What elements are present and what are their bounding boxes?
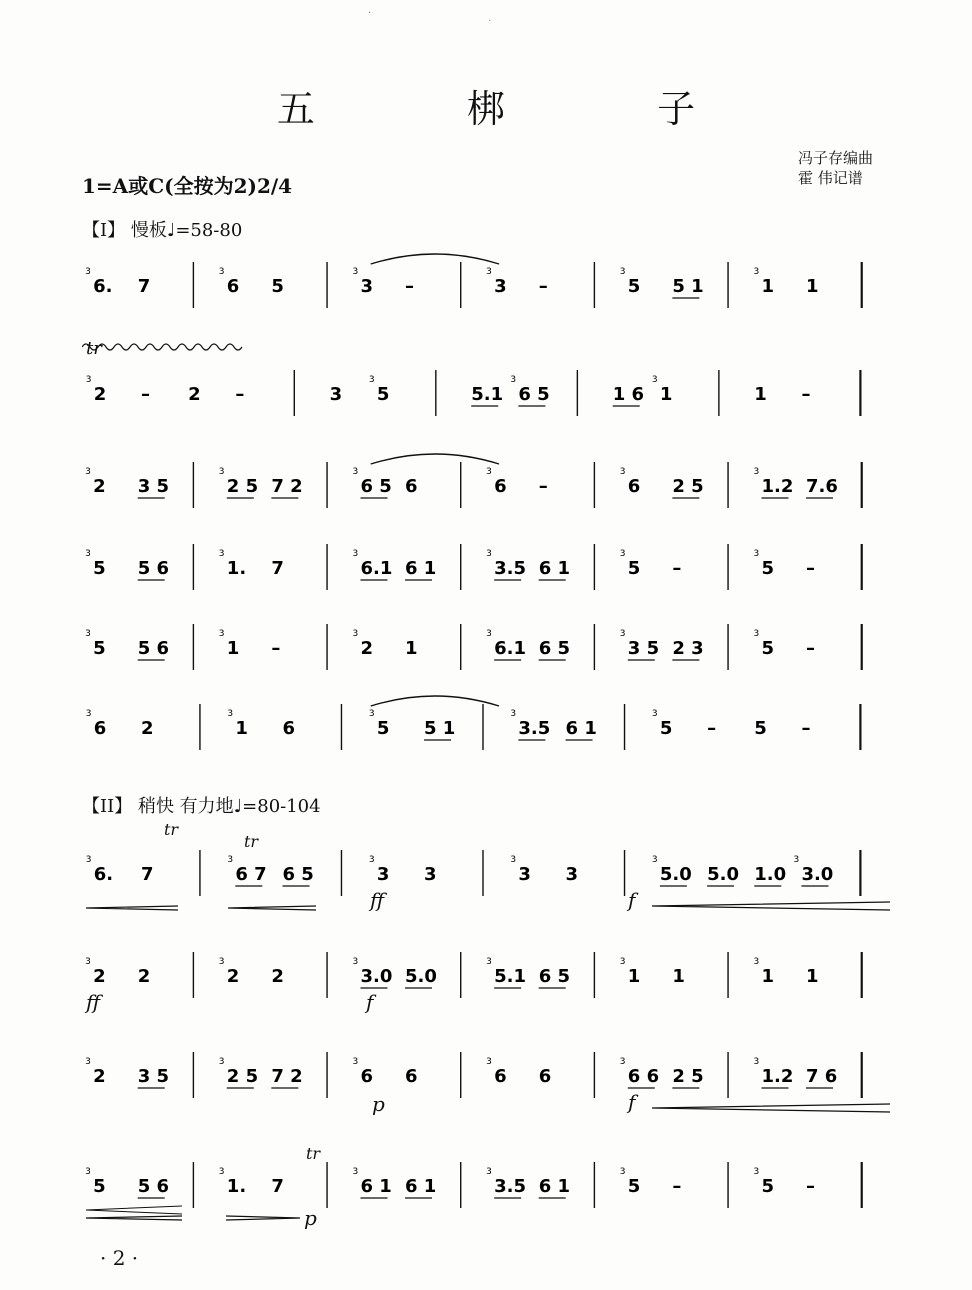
staff-svg xyxy=(82,838,884,908)
grace-note: 3 xyxy=(218,549,225,559)
note: 2 xyxy=(93,384,107,405)
note: 2 xyxy=(93,1066,106,1087)
section-label-2: 【II】 稍快 有力地♩=80-104 xyxy=(82,796,321,817)
grace-note: 3 xyxy=(753,267,760,277)
page-number: · 2 · xyxy=(100,1246,139,1270)
dash-extension: – xyxy=(707,718,717,739)
grace-note: 3 xyxy=(510,855,517,865)
note: 1 xyxy=(226,638,240,659)
note: 6 xyxy=(226,276,240,297)
grace-note: 3 xyxy=(486,467,492,477)
grace-note: 3 xyxy=(85,855,92,865)
note: 1 6 xyxy=(612,384,645,405)
note: 6 1 xyxy=(538,1176,571,1197)
grace-note: 3 xyxy=(85,629,91,639)
note: 7 6 xyxy=(806,1066,838,1087)
grace-note: 3 xyxy=(352,267,359,277)
note: 6. xyxy=(93,864,114,885)
note: 6 xyxy=(494,476,507,497)
note: 1 xyxy=(627,966,641,987)
grace-note: 3 xyxy=(368,375,375,385)
grace-note: 3 xyxy=(753,1167,760,1177)
note: 3.5 xyxy=(494,558,527,579)
note: 1. xyxy=(226,1176,247,1197)
grace-note: 3 xyxy=(352,467,359,477)
note: 1. xyxy=(226,558,247,579)
note: 6 1 xyxy=(405,1176,437,1197)
dynamic-f: f xyxy=(628,1090,636,1114)
note: 2 xyxy=(226,966,240,987)
grace-note: 3 xyxy=(651,375,658,385)
note: 3 xyxy=(494,276,507,297)
grace-note: 3 xyxy=(753,467,760,477)
staff-row xyxy=(82,532,884,602)
note: 2 5 xyxy=(672,1066,704,1087)
note: 5 xyxy=(627,1176,641,1197)
staff-svg xyxy=(82,532,884,602)
note: 5 xyxy=(627,276,641,297)
dash-extension: – xyxy=(235,384,245,405)
note: 3 xyxy=(376,864,390,885)
grace-note: 3 xyxy=(651,709,658,719)
note: 2 5 xyxy=(226,1066,259,1087)
note: 3.0 xyxy=(801,864,834,885)
hairpins xyxy=(82,900,902,1230)
staff-row xyxy=(82,612,884,682)
note: 1.0 xyxy=(754,864,787,885)
note: 7.6 xyxy=(806,476,838,497)
note: 6 6 xyxy=(627,1066,660,1087)
dash-extension: – xyxy=(271,638,281,659)
note: 7 xyxy=(271,558,284,579)
grace-note: 3 xyxy=(486,267,492,277)
scan-speck: · xyxy=(488,16,492,27)
grace-note: 3 xyxy=(753,629,760,639)
note: 2 5 xyxy=(226,476,259,497)
grace-note: 3 xyxy=(486,1167,492,1177)
note: 1 xyxy=(806,276,819,297)
grace-note: 3 xyxy=(85,957,91,967)
note: 3 5 xyxy=(137,476,170,497)
dynamic-p: p xyxy=(304,1206,317,1230)
note: 3.5 xyxy=(494,1176,527,1197)
staff-svg xyxy=(82,358,884,428)
note: 1 xyxy=(754,384,767,405)
dash-extension: – xyxy=(806,1176,816,1197)
note: 6 5 xyxy=(518,384,550,405)
note: 6 1 xyxy=(360,1176,392,1197)
dash-extension: – xyxy=(806,558,816,579)
note: 7 xyxy=(137,276,151,297)
dash-extension: – xyxy=(672,1176,682,1197)
composer-credit: 冯子存编曲 xyxy=(798,149,874,167)
note: 1 xyxy=(806,966,819,987)
trill-mark: tr xyxy=(244,832,259,851)
grace-note: 3 xyxy=(85,467,91,477)
grace-note: 3 xyxy=(218,629,225,639)
dynamic-p: p xyxy=(372,1092,385,1116)
grace-note: 3 xyxy=(85,709,92,719)
note: 1.2 xyxy=(761,1066,794,1087)
grace-note: 3 xyxy=(753,549,760,559)
grace-note: 3 xyxy=(619,549,626,559)
dynamic-ff: ff xyxy=(370,888,385,912)
note: 5 xyxy=(761,558,775,579)
grace-note: 3 xyxy=(218,1057,225,1067)
grace-note: 3 xyxy=(619,1057,626,1067)
dash-extension: – xyxy=(538,476,548,497)
trill-mark: tr xyxy=(306,1144,321,1163)
section-label-1: 【I】 慢板♩=58-80 xyxy=(82,220,243,241)
grace-note: 3 xyxy=(510,709,517,719)
staff-row xyxy=(82,838,884,908)
note: 3 xyxy=(565,864,579,885)
grace-note: 3 xyxy=(85,1057,91,1067)
note: 1 xyxy=(672,966,685,987)
piece-title: 五 梆 子 xyxy=(276,87,766,131)
grace-note: 3 xyxy=(352,957,359,967)
grace-note: 3 xyxy=(510,375,517,385)
grace-note: 3 xyxy=(227,855,234,865)
note: 2 xyxy=(140,718,154,739)
grace-note: 3 xyxy=(486,629,492,639)
note: 6 xyxy=(282,718,296,739)
note: 1 xyxy=(235,718,248,739)
note: 5 xyxy=(659,718,673,739)
grace-note: 3 xyxy=(352,629,359,639)
note: 7 2 xyxy=(271,1066,303,1087)
note: 5 xyxy=(754,718,767,739)
dynamic-f: f xyxy=(628,888,636,912)
grace-note: 3 xyxy=(85,267,91,277)
credits xyxy=(798,148,873,188)
grace-note: 3 xyxy=(218,1167,225,1177)
grace-note: 3 xyxy=(218,957,225,967)
note: 2 xyxy=(360,638,374,659)
grace-note: 3 xyxy=(352,1057,359,1067)
dynamic-f: f xyxy=(366,990,374,1014)
note: 5 xyxy=(761,1176,775,1197)
note: 3 5 xyxy=(627,638,660,659)
note: 2 xyxy=(93,476,106,497)
note: 3 xyxy=(360,276,374,297)
note: 6 xyxy=(494,1066,507,1087)
grace-note: 3 xyxy=(619,629,626,639)
grace-note: 3 xyxy=(793,855,800,865)
note: 6 5 xyxy=(538,966,571,987)
note: 6 xyxy=(360,1066,374,1087)
dash-extension: – xyxy=(140,384,150,405)
note: 6 xyxy=(538,1066,552,1087)
note: 5.1 xyxy=(471,384,504,405)
note: 6 xyxy=(627,476,641,497)
note: 5.0 xyxy=(405,966,437,987)
note: 5 1 xyxy=(672,276,704,297)
note: 6 7 xyxy=(235,864,267,885)
grace-note: 3 xyxy=(486,957,492,967)
dash-extension: – xyxy=(801,384,811,405)
note: 3 xyxy=(424,864,437,885)
note: 5 xyxy=(93,1176,106,1197)
staff-svg xyxy=(82,692,884,762)
note: 2 xyxy=(137,966,151,987)
note: 5.1 xyxy=(494,966,527,987)
grace-note: 3 xyxy=(368,709,375,719)
note: 1.2 xyxy=(761,476,794,497)
staff-row xyxy=(82,358,884,428)
note: 5.0 xyxy=(659,864,692,885)
grace-note: 3 xyxy=(753,1057,760,1067)
note: 6.1 xyxy=(360,558,393,579)
grace-note: 3 xyxy=(85,375,92,385)
note: 3 5 xyxy=(137,1066,170,1087)
note: 2 xyxy=(93,966,106,987)
note: 5 xyxy=(627,558,641,579)
note: 1 xyxy=(761,276,775,297)
note: 5 xyxy=(93,558,106,579)
staff-row xyxy=(82,692,884,762)
note: 6 1 xyxy=(538,558,571,579)
note: 5 xyxy=(271,276,284,297)
grace-note: 3 xyxy=(85,1167,91,1177)
trill-mark: tr xyxy=(164,820,179,839)
grace-note: 3 xyxy=(753,957,760,967)
note: 3.5 xyxy=(518,718,551,739)
staff-row xyxy=(82,250,884,320)
grace-note: 3 xyxy=(85,549,91,559)
note: 5 xyxy=(93,638,106,659)
note: 3.0 xyxy=(360,966,393,987)
grace-note: 3 xyxy=(486,1057,492,1067)
grace-note: 3 xyxy=(619,467,626,477)
note: 5 6 xyxy=(137,558,170,579)
slur xyxy=(371,454,499,464)
grace-note: 3 xyxy=(218,267,225,277)
key-signature: 1=A或C(全按为2)2/4 xyxy=(82,174,293,198)
note: 6. xyxy=(93,276,113,297)
grace-note: 3 xyxy=(227,709,234,719)
note: 6 1 xyxy=(405,558,437,579)
note: 6 xyxy=(93,718,107,739)
grace-note: 3 xyxy=(486,549,492,559)
note: 7 xyxy=(140,864,154,885)
note: 6 xyxy=(405,1066,418,1087)
transcriber-credit: 霍 伟记谱 xyxy=(798,169,863,187)
note: 3 xyxy=(518,864,531,885)
note: 6 5 xyxy=(360,476,392,497)
note: 2 xyxy=(271,966,284,987)
note: 1 xyxy=(659,384,673,405)
note: 2 5 xyxy=(672,476,704,497)
note: 7 xyxy=(271,1176,284,1197)
note: 5 6 xyxy=(137,638,170,659)
note: 6.1 xyxy=(494,638,527,659)
note: 6 5 xyxy=(538,638,571,659)
note: 5 1 xyxy=(424,718,456,739)
grace-note: 3 xyxy=(368,855,375,865)
note: 2 3 xyxy=(672,638,704,659)
trill-wavy-line xyxy=(82,340,252,354)
slur xyxy=(371,696,499,706)
trill-mark: tr xyxy=(86,338,102,359)
dash-extension: – xyxy=(672,558,682,579)
note: 3 xyxy=(329,384,343,405)
note: 5 xyxy=(376,384,390,405)
note: 1 xyxy=(405,638,418,659)
slur xyxy=(371,254,499,264)
grace-note: 3 xyxy=(651,855,658,865)
note: 5 6 xyxy=(137,1176,170,1197)
staff-row xyxy=(82,450,884,520)
dash-extension: – xyxy=(806,638,816,659)
grace-note: 3 xyxy=(619,1167,626,1177)
staff-svg xyxy=(82,612,884,682)
note: 6 5 xyxy=(282,864,314,885)
note: 7 2 xyxy=(271,476,303,497)
note: 2 xyxy=(188,384,201,405)
dash-extension: – xyxy=(801,718,811,739)
staff-svg xyxy=(82,450,884,520)
grace-note: 3 xyxy=(352,1167,359,1177)
scan-speck: · xyxy=(368,8,372,19)
note: 5 xyxy=(376,718,390,739)
grace-note: 3 xyxy=(352,549,359,559)
note: 5.0 xyxy=(707,864,739,885)
staff-svg xyxy=(82,250,884,320)
note: 5 xyxy=(761,638,775,659)
dash-extension: – xyxy=(538,276,548,297)
grace-note: 3 xyxy=(619,267,626,277)
grace-note: 3 xyxy=(218,467,225,477)
grace-note: 3 xyxy=(619,957,626,967)
note: 6 xyxy=(405,476,418,497)
note: 1 xyxy=(761,966,775,987)
dash-extension: – xyxy=(405,276,415,297)
dynamic-ff: ff xyxy=(86,990,101,1014)
note: 6 1 xyxy=(565,718,597,739)
